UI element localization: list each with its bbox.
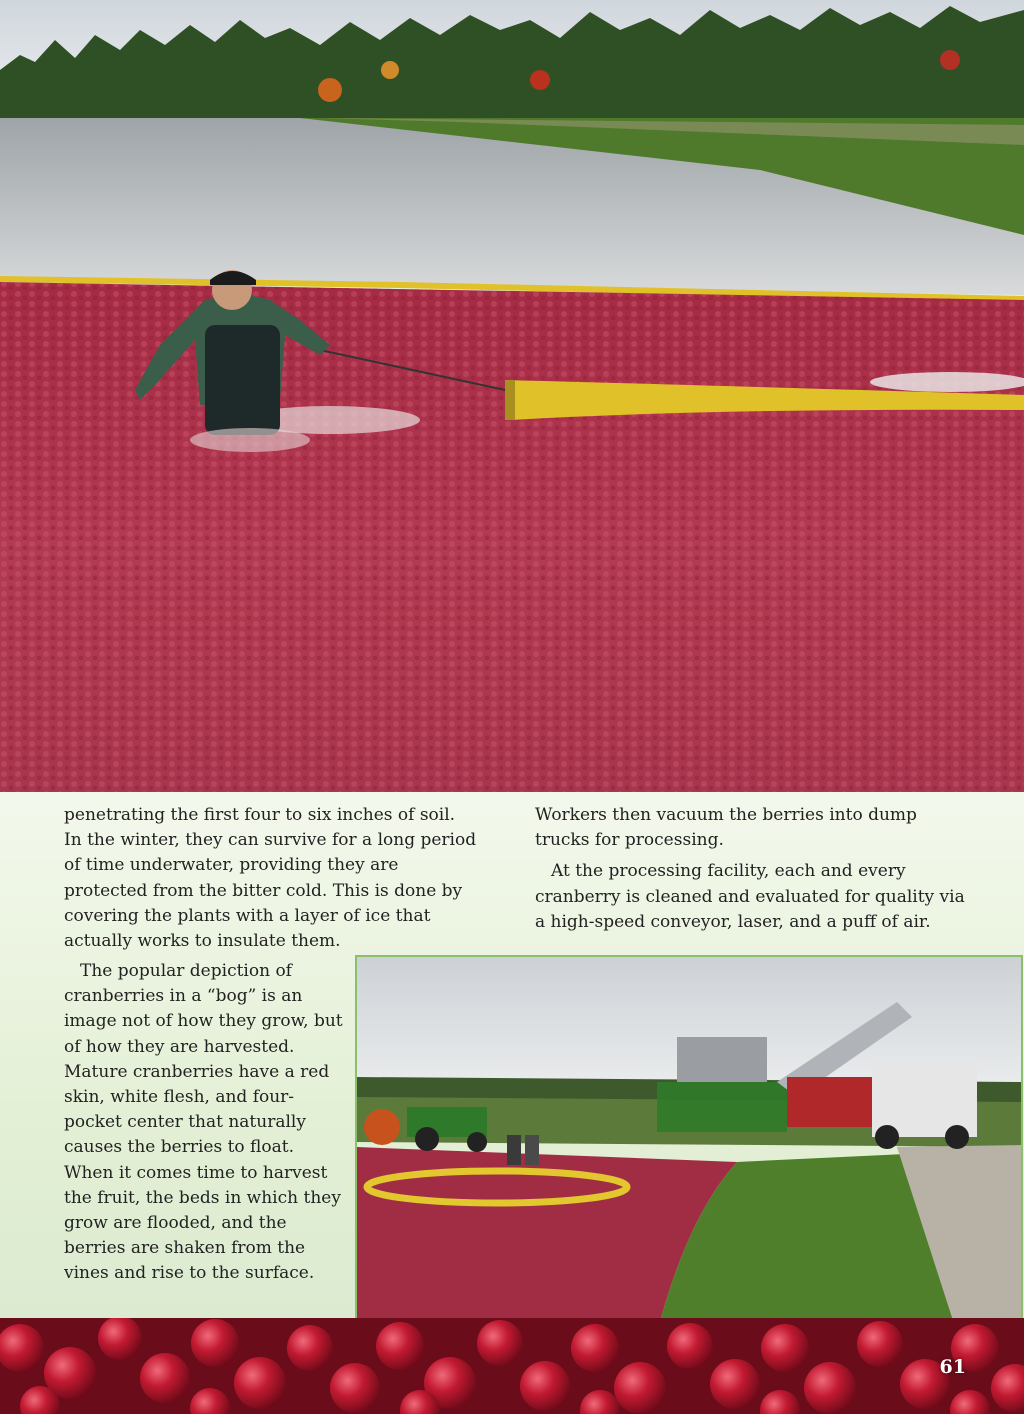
left-column-paragraph-1 <box>64 803 478 960</box>
page-number: 61 <box>939 1356 966 1378</box>
paragraph-soil: penetrating the first four to six inches of soil. In the winter, they can survive for a long period of time underwater, providing they are protected from the bitter cold. This is done by covering the plants with a layer of ice that actually works to insulate them. <box>64 805 477 952</box>
cranberry-harvest-trucks-photo <box>355 955 1023 1335</box>
paragraph-processing: At the processing facility, each and every cranberry is cleaned and evaluated for quality via a high-speed conveyor, laser, and a puff of air. <box>535 861 965 932</box>
right-column <box>535 803 965 941</box>
left-column-paragraph-2 <box>64 959 346 1293</box>
cranberries-closeup-photo <box>0 1318 1024 1414</box>
paragraph-bog: The popular depiction of cranberries in a “bog” is an image not of how they grow, but of how they are harvested. Mature cranberries have a red skin, white flesh, and four-pocket center that naturally causes the berries to float. When it comes time to harvest the fruit, the beds in which they grow are flooded, and the berries are shaken from the vines and rise to the surface. <box>64 961 343 1284</box>
paragraph-vacuum: Workers then vacuum the berries into dump trucks for processing. <box>535 805 917 851</box>
